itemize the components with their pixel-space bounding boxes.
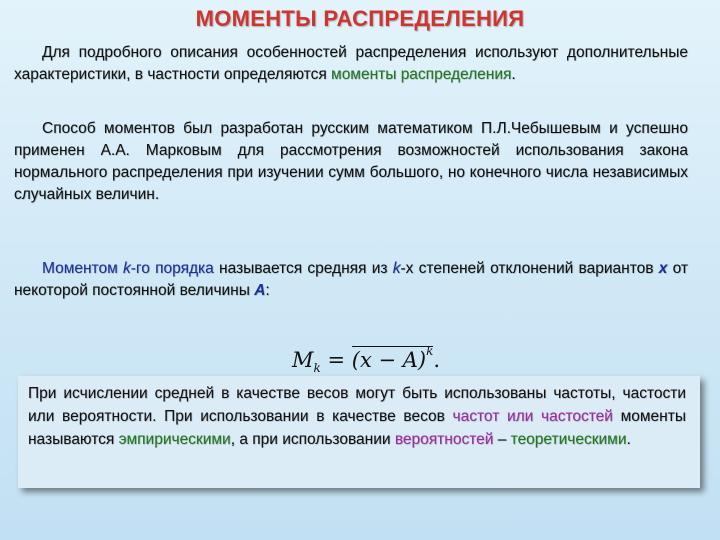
weights-paragraph bbox=[28, 382, 686, 451]
def-term-start: Моментом bbox=[42, 260, 124, 277]
def-text-4: : bbox=[265, 282, 270, 299]
formula-sup-k: k bbox=[426, 344, 434, 358]
weights-text-1: При исчислении средней в качестве весов могут быть использованы частоты, частости или вероятности. При использовании в качестве весов bbox=[28, 385, 686, 425]
theoretical-term: теоретическими bbox=[510, 431, 627, 448]
def-text-1: называется средняя из bbox=[213, 260, 393, 277]
weights-dash: – bbox=[493, 431, 511, 448]
empirical-term: эмпирическими bbox=[118, 431, 231, 448]
intro-text: Для подробного описания особенностей распределения используют дополнительные характеристики, в частности определяются bbox=[14, 44, 688, 83]
formula-period: . bbox=[433, 348, 441, 372]
formula-m: M bbox=[292, 348, 314, 372]
slide-title: МОМЕНТЫ РАСПРЕДЕЛЕНИЯ bbox=[195, 6, 525, 31]
weights-end: . bbox=[626, 431, 631, 448]
formula-average-bar bbox=[352, 346, 434, 372]
def-text-3: от некоторой постоянной величины bbox=[14, 260, 689, 299]
def-var-x: x bbox=[658, 260, 668, 277]
def-term-k: k bbox=[123, 260, 131, 277]
history-paragraph: Способ моментов был разработан русским математиком П.Л.Чебышевым и успешно применен А.А. Марковым для рассмотрения возможностей использования закона нормального распределения при изучении сумм большого, но конечного числа независимых случайных величин. bbox=[14, 120, 688, 203]
probability-term: вероятностей bbox=[394, 431, 494, 448]
intro-paragraph bbox=[14, 42, 688, 86]
freq-term: частот или частостей bbox=[452, 408, 613, 425]
def-var-a: A bbox=[254, 282, 266, 299]
def-term-order: -го порядка bbox=[130, 260, 214, 277]
def-k-power: k bbox=[392, 260, 401, 277]
formula-body: (x − A) bbox=[351, 348, 427, 372]
def-text-2: -х степеней отклонений вариантов bbox=[400, 260, 659, 277]
weights-text-2: моменты называются bbox=[28, 408, 686, 448]
formula-sub-k: k bbox=[313, 361, 321, 376]
weights-text-3: , а при использовании bbox=[230, 431, 395, 448]
definition-paragraph bbox=[14, 258, 688, 302]
formula-eq: = bbox=[320, 348, 352, 372]
moment-formula bbox=[292, 344, 441, 376]
intro-end: . bbox=[511, 66, 516, 83]
moments-term: моменты распределения bbox=[331, 66, 512, 83]
